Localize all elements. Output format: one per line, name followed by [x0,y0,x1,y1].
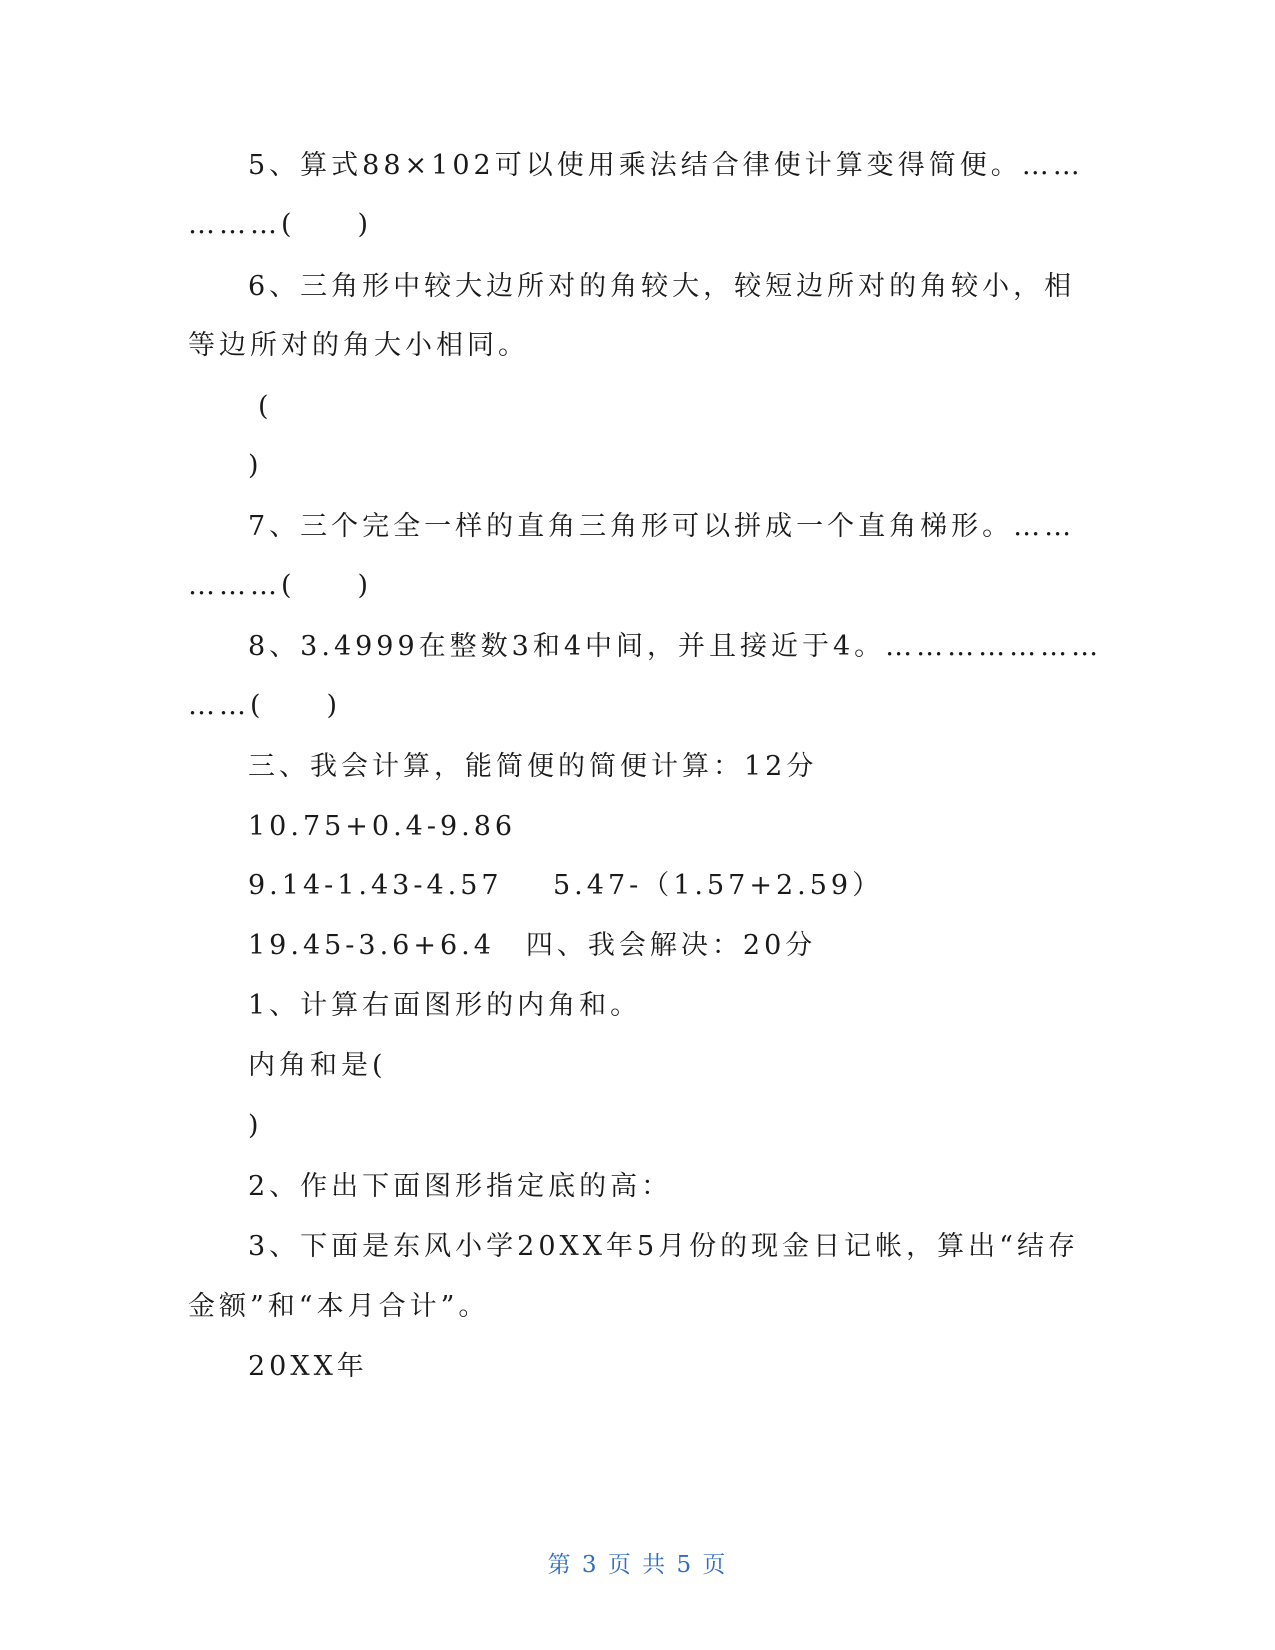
problem-3-text-line1: 3、下面是东风小学20XX年5月份的现金日记帐，算出“结存 [248,1231,1079,1262]
section-3-heading: 三、我会计算，能简便的简便计算：12分 [248,751,818,782]
problem-1-answer-open: 内角和是( [248,1050,387,1081]
ledger-year-label: 20XX年 [248,1351,368,1382]
question-8-text: 8、3.4999在整数3和4中间，并且接近于4。………………… [248,631,1103,662]
question-6-paren-close: ) [248,450,263,481]
problem-1-answer-close: ) [248,1110,263,1141]
calc-expression-4-and-section-4-heading: 19.45-3.6+6.4 四、我会解决：20分 [248,930,817,961]
problem-3-text-line2: 金额”和“本月合计”。 [188,1291,490,1322]
question-7-answer-blank: ………( ) [188,570,373,601]
question-8-answer-blank: ……( ) [188,690,342,721]
question-6-paren-open: ( [258,391,273,422]
problem-1-text: 1、计算右面图形的内角和。 [248,990,642,1021]
question-5-answer-blank: ………( ) [188,209,373,240]
calc-expression-1: 10.75+0.4-9.86 [248,811,517,842]
calc-expression-2: 9.14-1.43-4.57 [248,870,503,901]
question-7-text: 7、三个完全一样的直角三角形可以拼成一个直角梯形。…… [248,511,1076,542]
problem-2-text: 2、作出下面图形指定底的高： [248,1171,673,1202]
question-5-text: 5、算式88×102可以使用乘法结合律使计算变得简便。…… [248,150,1084,181]
calc-expression-3: 5.47-（1.57+2.59） [553,870,884,901]
question-6-text-line1: 6、三角形中较大边所对的角较大，较短边所对的角较小，相 [248,271,1076,302]
question-6-text-line2: 等边所对的角大小相同。 [188,330,529,361]
page-number-footer: 第 3 页 共 5 页 [547,1552,728,1578]
